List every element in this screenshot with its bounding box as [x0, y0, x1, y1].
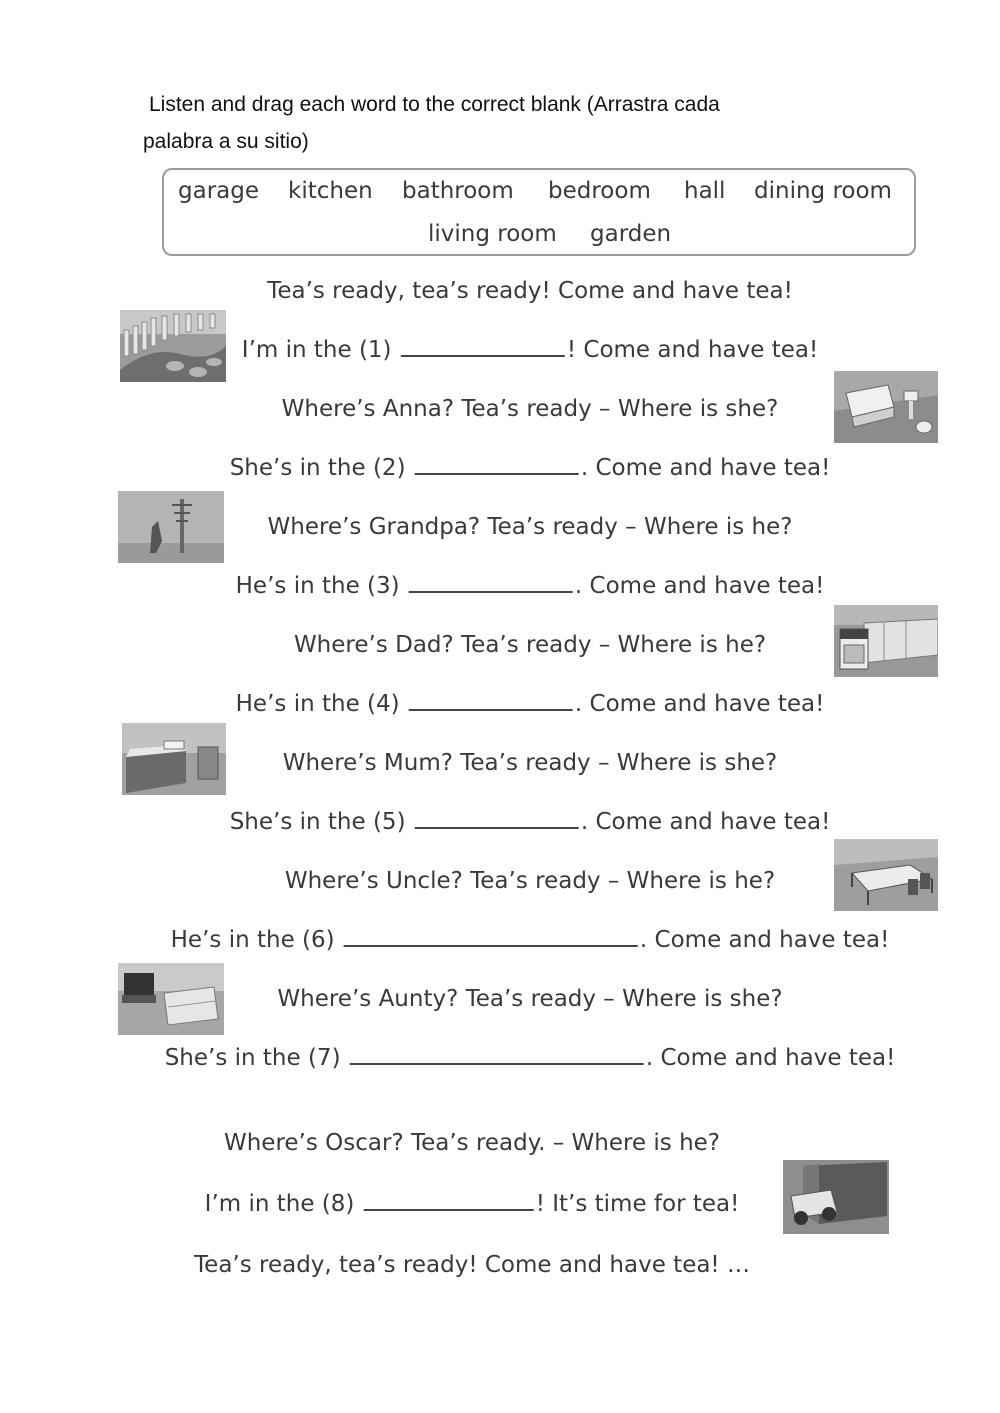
word-tile-garage[interactable]: garage [178, 178, 259, 204]
instructions-line-2: palabra a su sitio) [143, 130, 309, 153]
song-line-2 [230, 451, 831, 481]
bedroom-picture [122, 723, 226, 795]
word-tile-bedroom[interactable]: bedroom [548, 178, 651, 204]
song-line-4-start: He’s in the (4) [235, 691, 400, 717]
blank-7[interactable] [350, 1041, 644, 1065]
song-line-3-end: . Come and have tea! [574, 573, 825, 599]
song-line-6-start: He’s in the (6) [170, 927, 335, 953]
song-line-5-start: She’s in the (5) [229, 809, 406, 835]
garden-picture [120, 310, 226, 382]
song-line-2-end: . Come and have tea! [580, 455, 831, 481]
song-line-7-start: She’s in the (7) [164, 1045, 341, 1071]
kitchen-picture [834, 605, 938, 677]
song-line-3 [236, 569, 825, 599]
song-outro: Tea’s ready, tea’s ready! Come and have tea! … [194, 1252, 750, 1278]
blank-6[interactable] [344, 923, 638, 947]
blank-2[interactable] [415, 451, 579, 475]
song-line-5 [230, 805, 831, 835]
word-tile-living-room[interactable]: living room [428, 221, 557, 247]
song-line-8-end: ! It’s time for tea! [535, 1191, 740, 1217]
hall-picture [118, 491, 224, 563]
bathroom-picture [834, 371, 938, 443]
blank-8[interactable] [364, 1187, 534, 1211]
garage-picture [783, 1160, 889, 1234]
song-question-6: Where’s Uncle? Tea’s ready – Where is he? [284, 868, 776, 894]
song-line-2-start: She’s in the (2) [229, 455, 406, 481]
song-question-7: Where’s Aunty? Tea’s ready – Where is she? [277, 986, 783, 1012]
word-tile-bathroom[interactable]: bathroom [402, 178, 514, 204]
word-bank [162, 168, 916, 256]
song-line-4-end: . Come and have tea! [574, 691, 825, 717]
song-question-3: Where’s Grandpa? Tea’s ready – Where is he? [267, 514, 793, 540]
song-line-1-start: I’m in the (1) [241, 337, 392, 363]
song-line-3-start: He’s in the (3) [235, 573, 400, 599]
instructions-line-1: Listen and drag each word to the correct blank (Arrastra cada [149, 93, 720, 116]
song-line-7 [165, 1041, 896, 1071]
song-line-4 [236, 687, 825, 717]
blank-4[interactable] [409, 687, 573, 711]
song-line-1 [242, 333, 818, 363]
word-tile-dining-room[interactable]: dining room [754, 178, 892, 204]
song-line-8-start: I’m in the (8) [204, 1191, 355, 1217]
word-tile-kitchen[interactable]: kitchen [288, 178, 373, 204]
song-question-8: Where’s Oscar? Tea’s ready. – Where is he? [223, 1130, 721, 1156]
instructions [143, 86, 863, 160]
song-line-5-end: . Come and have tea! [580, 809, 831, 835]
song-question-4: Where’s Dad? Tea’s ready – Where is he? [293, 632, 767, 658]
blank-1[interactable] [401, 333, 565, 357]
blank-5[interactable] [415, 805, 579, 829]
song-line-1-end: ! Come and have tea! [566, 337, 819, 363]
song-line-7-end: . Come and have tea! [645, 1045, 896, 1071]
blank-3[interactable] [409, 569, 573, 593]
song-line-6 [171, 923, 890, 953]
song-question-2: Where’s Anna? Tea’s ready – Where is she? [281, 396, 779, 422]
song-question-5: Where’s Mum? Tea’s ready – Where is she? [282, 750, 778, 776]
song-line-8 [205, 1187, 740, 1217]
dining-room-picture [834, 839, 938, 911]
word-tile-hall[interactable]: hall [684, 178, 726, 204]
living-room-picture [118, 963, 224, 1035]
song-intro: Tea’s ready, tea’s ready! Come and have tea! [267, 278, 793, 304]
song-line-6-end: . Come and have tea! [639, 927, 890, 953]
word-tile-garden[interactable]: garden [590, 221, 672, 247]
